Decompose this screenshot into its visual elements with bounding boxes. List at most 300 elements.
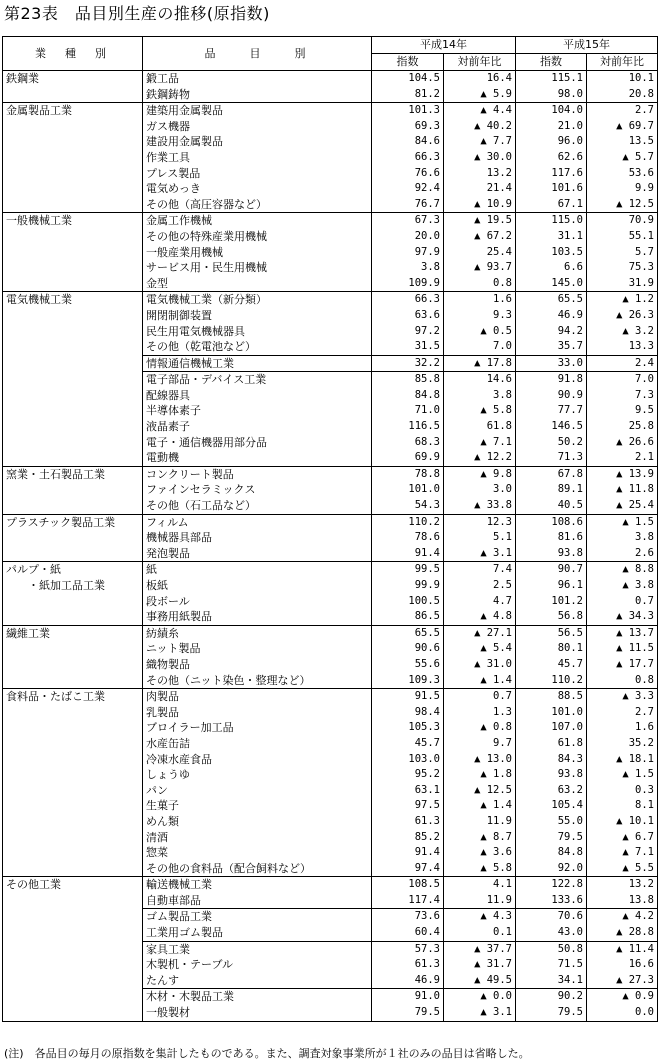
- category-cell: プラスチック製品工業: [3, 514, 143, 530]
- category-cell: [3, 276, 143, 292]
- index-2003-cell: 45.7: [516, 657, 587, 673]
- table-row: [3, 973, 658, 989]
- table-row: [3, 339, 658, 355]
- index-2003-cell: 101.6: [516, 181, 587, 197]
- yoy-2002-cell: 7.4: [444, 562, 516, 578]
- product-cell: 電子・通信機器用部分品: [143, 435, 372, 451]
- category-cell: [3, 482, 143, 498]
- yoy-2003-cell: 35.2: [628, 736, 654, 749]
- header-category: 業 種 別: [3, 37, 143, 71]
- yoy-2003-cell: ▲ 4.2: [587, 909, 658, 925]
- table-row: [3, 197, 658, 213]
- category-cell: 繊維工業: [3, 625, 143, 641]
- index-2003-cell: 62.6: [516, 150, 587, 166]
- yoy-2003-cell: ▲ 27.3: [616, 973, 654, 986]
- index-2003-cell: 70.6: [516, 909, 587, 925]
- table-row: [3, 119, 658, 135]
- product-cell: 作業工具: [143, 150, 372, 166]
- yoy-2002-cell: ▲ 31.0: [474, 657, 512, 670]
- index-2002-cell: 63.6: [372, 308, 444, 324]
- category-cell: [3, 830, 143, 846]
- index-2003-cell: 92.0: [516, 861, 587, 877]
- yoy-2002-cell: 3.0: [493, 483, 512, 496]
- yoy-2002-cell: 0.7: [444, 689, 516, 705]
- index-2003-cell: 90.7: [516, 562, 587, 578]
- category-cell: [3, 119, 143, 135]
- table-body: [3, 71, 658, 1022]
- index-2003-cell: 61.8: [516, 736, 587, 752]
- yoy-2002-cell: ▲ 5.9: [480, 87, 512, 100]
- yoy-2003-cell: 7.3: [635, 388, 654, 401]
- yoy-2003-cell: 53.6: [628, 166, 654, 179]
- yoy-2003-cell: ▲ 26.3: [616, 308, 654, 321]
- index-2003-cell: 88.5: [516, 689, 587, 705]
- product-cell: 輸送機械工業: [143, 877, 372, 893]
- table-row: [3, 673, 658, 689]
- index-2003-cell: 115.1: [516, 71, 587, 87]
- yoy-2003-cell: 3.8: [635, 531, 654, 544]
- index-2002-cell: 61.3: [372, 814, 444, 830]
- index-2002-cell: 78.8: [372, 466, 444, 482]
- category-cell: [3, 498, 143, 514]
- table-row: [3, 625, 658, 641]
- yoy-2002-cell: ▲ 37.7: [444, 941, 516, 957]
- index-2002-cell: 60.4: [372, 925, 444, 941]
- index-2003-cell: 105.4: [516, 798, 587, 814]
- category-cell: [3, 814, 143, 830]
- yoy-2003-cell: ▲ 1.5: [587, 514, 658, 530]
- yoy-2003-cell: 0.0: [635, 1006, 654, 1019]
- index-2002-cell: 84.8: [372, 388, 444, 404]
- yoy-2003-cell: ▲ 6.7: [622, 830, 654, 843]
- category-cell: [3, 87, 143, 103]
- index-2002-cell: 98.4: [372, 705, 444, 721]
- table-row: [3, 181, 658, 197]
- yoy-2002-cell: ▲ 5.8: [480, 404, 512, 417]
- table-row: [3, 292, 658, 308]
- category-cell: [3, 166, 143, 182]
- yoy-2003-cell: 20.8: [628, 87, 654, 100]
- index-2003-cell: 71.5: [516, 957, 587, 973]
- yoy-2003-cell: 13.5: [628, 135, 654, 148]
- category-cell: ・紙加工品工業: [3, 578, 143, 594]
- table-row: [3, 720, 658, 736]
- product-cell: 情報通信機械工業: [143, 355, 372, 372]
- yoy-2002-cell: ▲ 40.2: [474, 119, 512, 132]
- category-cell: [3, 673, 143, 689]
- index-2003-cell: 91.8: [516, 372, 587, 388]
- product-cell: 自動車部品: [143, 893, 372, 909]
- product-cell: 段ボール: [143, 594, 372, 610]
- table-row: [3, 482, 658, 498]
- index-2003-cell: 101.2: [516, 594, 587, 610]
- index-2003-cell: 90.2: [516, 989, 587, 1005]
- header-yoy-14: 対前年比: [444, 54, 516, 71]
- index-2003-cell: 98.0: [516, 87, 587, 103]
- header-product: 品 目 別: [143, 37, 372, 71]
- index-2003-cell: 34.1: [516, 973, 587, 989]
- table-row: [3, 71, 658, 87]
- index-2003-cell: 101.0: [516, 705, 587, 721]
- index-2003-cell: 90.9: [516, 388, 587, 404]
- index-2003-cell: 108.6: [516, 514, 587, 530]
- yoy-2003-cell: 1.6: [635, 721, 654, 734]
- table-row: [3, 641, 658, 657]
- product-cell: コンクリート製品: [143, 466, 372, 482]
- header-yoy-15: 対前年比: [587, 54, 658, 71]
- table-row: [3, 419, 658, 435]
- category-cell: [3, 1005, 143, 1021]
- product-cell: 配線器具: [143, 388, 372, 404]
- yoy-2003-cell: ▲ 5.7: [622, 150, 654, 163]
- product-cell: 電気機械工業（新分類）: [143, 292, 372, 308]
- category-cell: [3, 197, 143, 213]
- table-row: [3, 989, 658, 1005]
- yoy-2002-cell: 11.9: [486, 814, 512, 827]
- product-cell: 肉製品: [143, 689, 372, 705]
- category-cell: 鉄鋼業: [3, 71, 143, 87]
- category-cell: [3, 260, 143, 276]
- index-2003-cell: 89.1: [516, 482, 587, 498]
- product-cell: その他（石工品など）: [143, 498, 372, 514]
- yoy-2002-cell: 12.3: [444, 514, 516, 530]
- category-cell: [3, 419, 143, 435]
- yoy-2003-cell: ▲ 26.6: [616, 435, 654, 448]
- category-cell: [3, 861, 143, 877]
- table-row: [3, 229, 658, 245]
- yoy-2002-cell: ▲ 17.8: [444, 355, 516, 372]
- index-2002-cell: 73.6: [372, 909, 444, 925]
- yoy-2002-cell: 61.8: [486, 420, 512, 433]
- index-2002-cell: 105.3: [372, 720, 444, 736]
- index-2002-cell: 97.9: [372, 245, 444, 261]
- yoy-2002-cell: ▲ 3.6: [480, 846, 512, 859]
- index-2002-cell: 117.4: [372, 893, 444, 909]
- index-2002-cell: 57.3: [372, 941, 444, 957]
- index-2002-cell: 99.5: [372, 562, 444, 578]
- yoy-2002-cell: ▲ 1.4: [480, 799, 512, 812]
- table-row: [3, 609, 658, 625]
- yoy-2003-cell: ▲ 8.8: [587, 562, 658, 578]
- index-2002-cell: 78.6: [372, 530, 444, 546]
- category-cell: 電気機械工業: [3, 292, 143, 308]
- product-cell: プレス製品: [143, 166, 372, 182]
- table-row: [3, 324, 658, 340]
- yoy-2002-cell: ▲ 13.0: [474, 752, 512, 765]
- yoy-2002-cell: ▲ 1.8: [480, 768, 512, 781]
- product-cell: 一般産業用機械: [143, 245, 372, 261]
- table-row: [3, 514, 658, 530]
- index-2003-cell: 81.6: [516, 530, 587, 546]
- index-2003-cell: 33.0: [516, 355, 587, 372]
- yoy-2003-cell: 0.3: [635, 783, 654, 796]
- index-2002-cell: 101.0: [372, 482, 444, 498]
- yoy-2003-cell: 13.8: [628, 893, 654, 906]
- index-2002-cell: 109.9: [372, 276, 444, 292]
- yoy-2003-cell: 55.1: [628, 229, 654, 242]
- yoy-2003-cell: 75.3: [628, 261, 654, 274]
- product-cell: 金型: [143, 276, 372, 292]
- index-2002-cell: 91.5: [372, 689, 444, 705]
- header-index-14: 指数: [372, 54, 444, 71]
- table-row: [3, 798, 658, 814]
- table-row: [3, 893, 658, 909]
- product-cell: 木材・木製品工業: [143, 989, 372, 1005]
- product-cell: ゴム製品工業: [143, 909, 372, 925]
- product-cell: 発泡製品: [143, 546, 372, 562]
- index-2003-cell: 79.5: [516, 1005, 587, 1021]
- index-2003-cell: 104.0: [516, 103, 587, 119]
- table-row: [3, 355, 658, 372]
- yoy-2002-cell: ▲ 4.3: [444, 909, 516, 925]
- index-2002-cell: 66.3: [372, 150, 444, 166]
- product-cell: その他（ニット染色・整理など）: [143, 673, 372, 689]
- product-cell: 金属工作機械: [143, 213, 372, 229]
- product-cell: 電動機: [143, 450, 372, 466]
- index-2002-cell: 45.7: [372, 736, 444, 752]
- index-2003-cell: 146.5: [516, 419, 587, 435]
- index-2002-cell: 31.5: [372, 339, 444, 355]
- table-row: [3, 530, 658, 546]
- index-2002-cell: 97.5: [372, 798, 444, 814]
- product-cell: 水産缶詰: [143, 736, 372, 752]
- index-2003-cell: 67.8: [516, 466, 587, 482]
- index-2002-cell: 61.3: [372, 957, 444, 973]
- table-row: [3, 87, 658, 103]
- yoy-2002-cell: 14.6: [444, 372, 516, 388]
- index-2002-cell: 95.2: [372, 767, 444, 783]
- index-2002-cell: 91.0: [372, 989, 444, 1005]
- table-row: [3, 657, 658, 673]
- yoy-2002-cell: ▲ 19.5: [444, 213, 516, 229]
- index-2002-cell: 109.3: [372, 673, 444, 689]
- index-2003-cell: 35.7: [516, 339, 587, 355]
- yoy-2002-cell: ▲ 0.5: [480, 324, 512, 337]
- product-cell: 半導体素子: [143, 403, 372, 419]
- yoy-2002-cell: 1.6: [444, 292, 516, 308]
- category-cell: [3, 909, 143, 925]
- yoy-2003-cell: ▲ 7.1: [622, 846, 654, 859]
- yoy-2003-cell: 25.8: [628, 420, 654, 433]
- category-cell: [3, 134, 143, 150]
- yoy-2003-cell: ▲ 0.9: [587, 989, 658, 1005]
- index-2003-cell: 93.8: [516, 546, 587, 562]
- table-row: [3, 767, 658, 783]
- yoy-2003-cell: ▲ 11.4: [587, 941, 658, 957]
- product-cell: 紙: [143, 562, 372, 578]
- yoy-2003-cell: 31.9: [628, 276, 654, 289]
- index-2003-cell: 71.3: [516, 450, 587, 466]
- product-cell: 生菓子: [143, 798, 372, 814]
- yoy-2002-cell: ▲ 0.8: [480, 721, 512, 734]
- index-2003-cell: 31.1: [516, 229, 587, 245]
- table-row: [3, 861, 658, 877]
- yoy-2002-cell: ▲ 0.0: [444, 989, 516, 1005]
- category-cell: [3, 767, 143, 783]
- index-2002-cell: 84.6: [372, 134, 444, 150]
- yoy-2002-cell: ▲ 12.2: [474, 451, 512, 464]
- yoy-2002-cell: ▲ 3.1: [480, 1006, 512, 1019]
- product-cell: パン: [143, 783, 372, 799]
- index-2002-cell: 91.4: [372, 845, 444, 861]
- index-2002-cell: 32.2: [372, 355, 444, 372]
- yoy-2002-cell: 4.1: [444, 877, 516, 893]
- index-2002-cell: 69.3: [372, 119, 444, 135]
- product-cell: ニット製品: [143, 641, 372, 657]
- index-2003-cell: 96.1: [516, 578, 587, 594]
- product-cell: しょうゆ: [143, 767, 372, 783]
- index-2003-cell: 107.0: [516, 720, 587, 736]
- index-2002-cell: 97.4: [372, 861, 444, 877]
- yoy-2003-cell: 2.1: [635, 451, 654, 464]
- yoy-2002-cell: ▲ 7.7: [480, 135, 512, 148]
- index-2003-cell: 55.0: [516, 814, 587, 830]
- product-cell: 乳製品: [143, 705, 372, 721]
- yoy-2002-cell: ▲ 10.9: [474, 197, 512, 210]
- category-cell: [3, 594, 143, 610]
- index-2003-cell: 46.9: [516, 308, 587, 324]
- yoy-2002-cell: ▲ 93.7: [474, 261, 512, 274]
- index-2002-cell: 68.3: [372, 435, 444, 451]
- table-row: [3, 450, 658, 466]
- yoy-2002-cell: ▲ 30.0: [474, 150, 512, 163]
- index-2003-cell: 110.2: [516, 673, 587, 689]
- table-row: [3, 1005, 658, 1021]
- category-cell: [3, 609, 143, 625]
- table-row: [3, 134, 658, 150]
- product-cell: 電気めっき: [143, 181, 372, 197]
- yoy-2003-cell: ▲ 5.5: [622, 861, 654, 874]
- production-table: [2, 36, 658, 1022]
- index-2002-cell: 92.4: [372, 181, 444, 197]
- yoy-2002-cell: 1.3: [493, 705, 512, 718]
- index-2003-cell: 80.1: [516, 641, 587, 657]
- index-2002-cell: 85.8: [372, 372, 444, 388]
- yoy-2002-cell: ▲ 5.8: [480, 861, 512, 874]
- yoy-2003-cell: 8.1: [635, 799, 654, 812]
- yoy-2003-cell: 9.9: [635, 182, 654, 195]
- product-cell: その他の特殊産業用機械: [143, 229, 372, 245]
- table-row: [3, 783, 658, 799]
- index-2003-cell: 67.1: [516, 197, 587, 213]
- product-cell: 家具工業: [143, 941, 372, 957]
- header-row-1: [3, 37, 658, 54]
- category-cell: [3, 893, 143, 909]
- product-cell: 事務用紙製品: [143, 609, 372, 625]
- footnote: (注) 各品目の毎月の原指数を集計したものである。また、調査対象事業所が１社のみの品目は省略した。: [4, 1047, 530, 1060]
- yoy-2002-cell: ▲ 4.8: [480, 610, 512, 623]
- index-2002-cell: 71.0: [372, 403, 444, 419]
- category-cell: [3, 435, 143, 451]
- index-2003-cell: 21.0: [516, 119, 587, 135]
- product-cell: 開閉制御装置: [143, 308, 372, 324]
- yoy-2002-cell: ▲ 12.5: [474, 783, 512, 796]
- yoy-2002-cell: 9.7: [493, 736, 512, 749]
- yoy-2003-cell: 9.5: [635, 404, 654, 417]
- product-cell: たんす: [143, 973, 372, 989]
- table-row: [3, 308, 658, 324]
- yoy-2003-cell: ▲ 28.8: [616, 926, 654, 939]
- table-row: [3, 752, 658, 768]
- index-2002-cell: 110.2: [372, 514, 444, 530]
- category-cell: その他工業: [3, 877, 143, 893]
- yoy-2003-cell: ▲ 12.5: [616, 197, 654, 210]
- table-row: [3, 941, 658, 957]
- index-2003-cell: 65.5: [516, 292, 587, 308]
- category-cell: [3, 530, 143, 546]
- yoy-2003-cell: 10.1: [587, 71, 658, 87]
- yoy-2003-cell: 13.2: [587, 877, 658, 893]
- yoy-2003-cell: 2.4: [587, 355, 658, 372]
- index-2003-cell: 94.2: [516, 324, 587, 340]
- category-cell: [3, 657, 143, 673]
- yoy-2003-cell: ▲ 69.7: [616, 119, 654, 132]
- product-cell: フィルム: [143, 514, 372, 530]
- table-row: [3, 150, 658, 166]
- yoy-2002-cell: 0.1: [493, 926, 512, 939]
- yoy-2003-cell: 7.0: [587, 372, 658, 388]
- yoy-2002-cell: ▲ 5.4: [480, 642, 512, 655]
- index-2003-cell: 117.6: [516, 166, 587, 182]
- index-2003-cell: 63.2: [516, 783, 587, 799]
- category-cell: [3, 339, 143, 355]
- category-cell: 食料品・たばこ工業: [3, 689, 143, 705]
- index-2002-cell: 85.2: [372, 830, 444, 846]
- table-row: [3, 372, 658, 388]
- yoy-2002-cell: ▲ 31.7: [474, 958, 512, 971]
- index-2002-cell: 55.6: [372, 657, 444, 673]
- category-cell: [3, 546, 143, 562]
- index-2002-cell: 90.6: [372, 641, 444, 657]
- index-2002-cell: 99.9: [372, 578, 444, 594]
- table-row: [3, 925, 658, 941]
- category-cell: [3, 355, 143, 372]
- table-row: [3, 736, 658, 752]
- index-2003-cell: 115.0: [516, 213, 587, 229]
- category-cell: [3, 181, 143, 197]
- yoy-2002-cell: ▲ 1.4: [480, 673, 512, 686]
- product-cell: その他の食料品（配合飼料など）: [143, 861, 372, 877]
- index-2003-cell: 77.7: [516, 403, 587, 419]
- category-cell: [3, 150, 143, 166]
- yoy-2003-cell: 0.7: [635, 594, 654, 607]
- yoy-2003-cell: ▲ 3.2: [622, 324, 654, 337]
- product-cell: 液晶素子: [143, 419, 372, 435]
- category-cell: 一般機械工業: [3, 213, 143, 229]
- category-cell: [3, 229, 143, 245]
- category-cell: [3, 941, 143, 957]
- category-cell: [3, 752, 143, 768]
- index-2002-cell: 76.7: [372, 197, 444, 213]
- product-cell: 電子部品・デバイス工業: [143, 372, 372, 388]
- yoy-2003-cell: ▲ 1.5: [622, 768, 654, 781]
- table-row: [3, 689, 658, 705]
- product-cell: 清酒: [143, 830, 372, 846]
- product-cell: 建設用金属製品: [143, 134, 372, 150]
- yoy-2002-cell: ▲ 9.8: [444, 466, 516, 482]
- table-row: [3, 245, 658, 261]
- table-row: [3, 830, 658, 846]
- category-cell: [3, 324, 143, 340]
- table-row: [3, 213, 658, 229]
- table-row: [3, 578, 658, 594]
- product-cell: 民生用電気機械器具: [143, 324, 372, 340]
- yoy-2002-cell: 2.5: [493, 579, 512, 591]
- index-2002-cell: 116.5: [372, 419, 444, 435]
- category-cell: [3, 783, 143, 799]
- yoy-2003-cell: 70.9: [587, 213, 658, 229]
- index-2003-cell: 6.6: [516, 260, 587, 276]
